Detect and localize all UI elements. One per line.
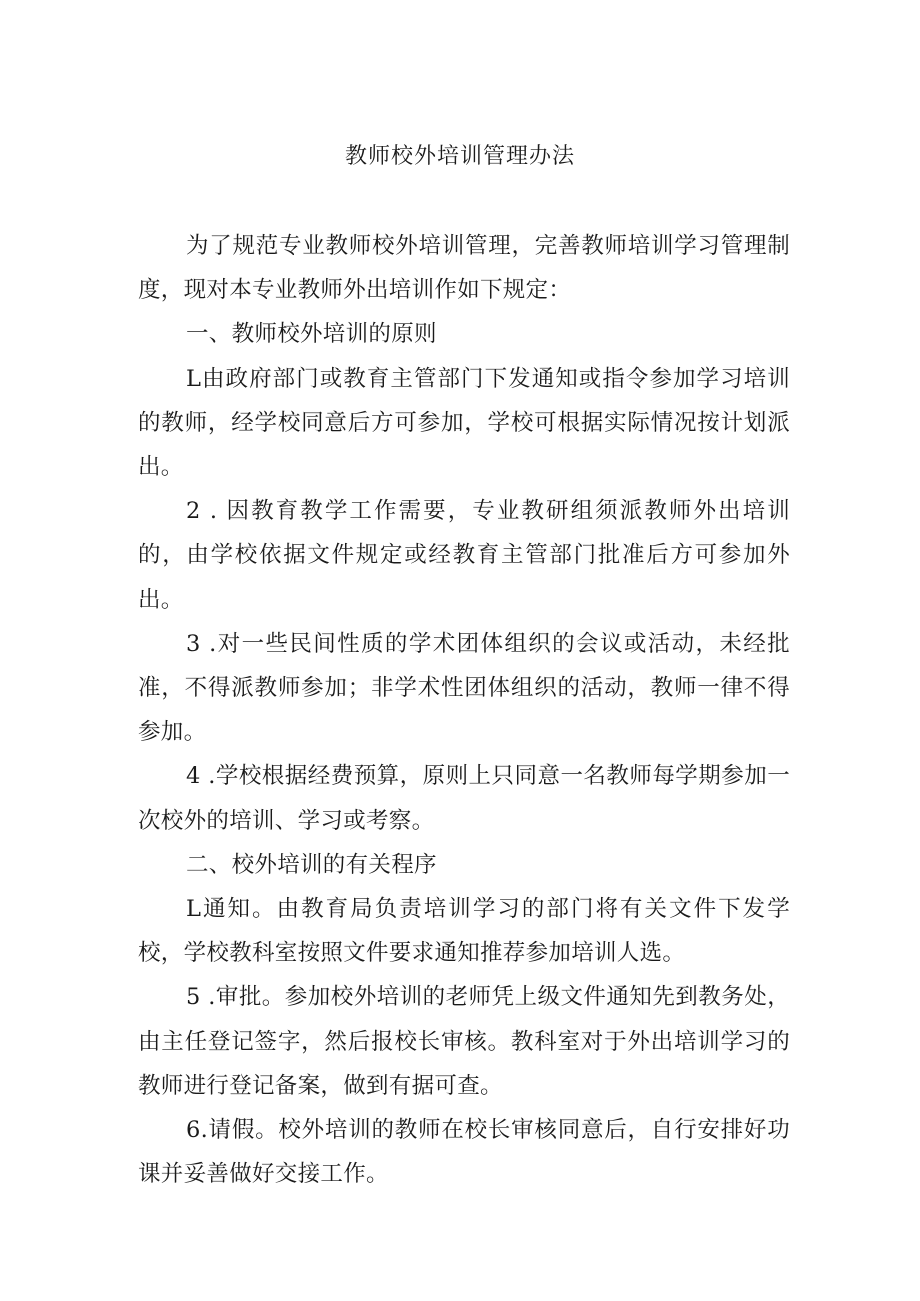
procedure-item-leave: 6.请假。校外培训的教师在校长审核同意后，自行安排好功课并妥善做好交接工作。 <box>138 1117 790 1188</box>
principle-item-4: 4 .学校根据经费预算，原则上只同意一名教师每学期参加一次校外的培训、学习或考察。 <box>138 763 790 834</box>
principle-item-1: L由政府部门或教育主管部门下发通知或指令参加学习培训的教师，经学校同意后方可参加，学校可根据实际情况按计划派出。 <box>138 365 790 481</box>
principle-item-2: 2 . 因教育教学工作需要，专业教研组须派教师外出培训的，由学校依据文件规定或经教育主管部门批准后方可参加外出。 <box>138 498 790 613</box>
intro-paragraph: 为了规范专业教师校外培训管理，完善教师培训学习管理制度，现对本专业教师外出培训作如下规定： <box>138 233 790 304</box>
section-heading-principles: 一、教师校外培训的原则 <box>186 321 437 348</box>
procedure-item-approval: 5 .审批。参加校外培训的老师凭上级文件通知先到教务处，由主任登记签字，然后报校长审核。教科室对于外出培训学习的教师进行登记备案，做到有据可查。 <box>138 984 790 1099</box>
document-body <box>138 224 790 1196</box>
procedure-item-notice: L通知。由教育局负责培训学习的部门将有关文件下发学校，学校教科室按照文件要求通知推荐参加培训人选。 <box>138 896 790 967</box>
principle-item-3: 3 .对一些民间性质的学术团体组织的会议或活动，未经批准，不得派教师参加；非学术性团体组织的活动，教师一律不得参加。 <box>138 630 790 746</box>
section-heading-procedures: 二、校外培训的有关程序 <box>186 851 437 878</box>
document-title: 教师校外培训管理办法 <box>344 144 575 169</box>
